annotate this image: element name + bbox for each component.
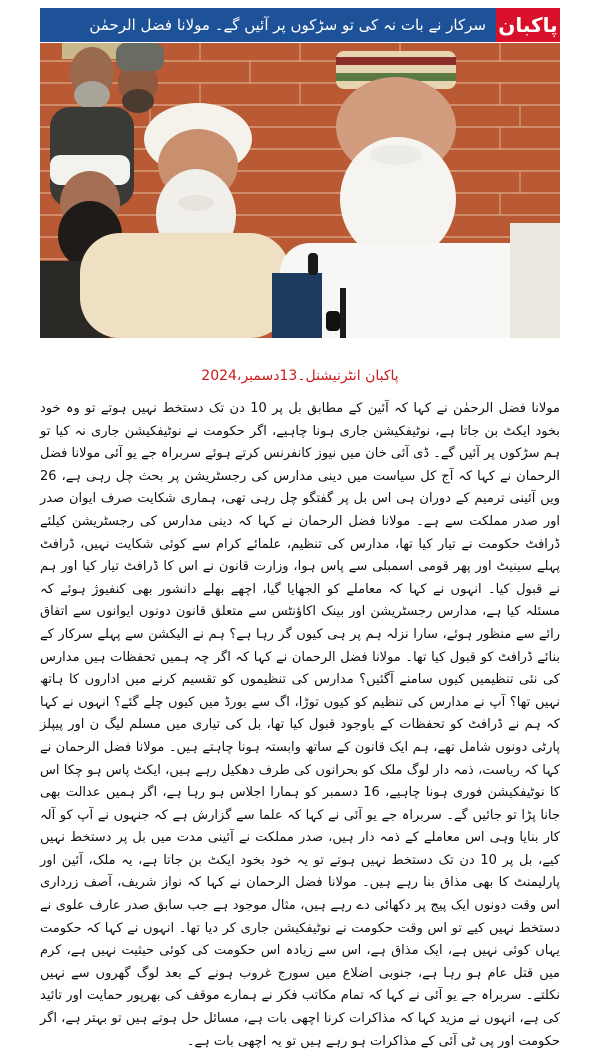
article-body: مولانا فضل الرحمٰن نے کہا کہ آئین کے مطابق بل پر 10 دن تک دستخط نہیں ہوتے تو وہ خود بخود ایکٹ بن جاتا ہے، نوٹیفکیشن جاری ہونا چاہیے، اگر حکومت نے نوٹیفکیشن جاری نہ کیا تو ہم سڑکوں پر آئیں گے۔ ڈی آئی خان میں نیوز کانفرنس کرتے ہوئے سربراہ جے یو آئی مولانا فضل الرحمان نے کہا کہ آج کل سیاست میں دینی مدارس کی رجسٹریشن پر بحث چل رہی ہے، 26 ویں آئینی ترمیم کے دوران ہی اس بل پر گفتگو چل رہی تھی، ہماری شکایت صرف ایوان صدر اور صدر مملکت سے ہے۔ مولانا فضل الرحمان نے کہا کہ دینی مدارس کی رجسٹریشن کیلئے ڈرافٹ حکومت نے تیار کیا تھا، مدارس کی تنظیم، علمائے کرام سے کوئی شکایت نہیں، ڈرافٹ پہلے سینیٹ اور پھر قومی اسمبلی سے پاس ہوا، وزارت قانون نے اس کا ڈرافٹ تیار کیا اور ہم نے قبول کیا۔ انہوں نے کہا کہ معاملے کو الجھایا گیا، اچھے بھلے دانشور بھی کنفیوژ ہوئے کہ مسئلہ کیا ہے، مدارس رجسٹریشن اور بینک اکاؤنٹس سے متعلق قانون دونوں ایوانوں سے اتفاق رائے سے منظور ہوئے، سارا نزلہ ہم پر ہی کیوں گر رہا ہے؟ ہم نے الیکشن سے پہلے سرکار کے بنائے ڈرافٹ کو قبول کیا تھا۔ مولانا فضل الرحمان نے کہا کہ اگر چہ ہمیں تحفظات ہیں مدارس کی نئی تنظیمیں کیوں سامنے آگئیں؟ مدارس کی تنظیموں کو تقسیم کرنے میں اداروں کا ہاتھ نہیں تھا؟ آپ نے مدارس کی تنظیم کو کیوں توڑا، اگ سے بورڈ میں کیوں چلے گئے؟ انہوں نے کہا کہ ہم نے ڈرافٹ کو تحفظات کے باوجود قبول کیا تھا، بل کی تیاری میں مسلم لیگ ن اور پیپلز پارٹی دونوں شامل تھے، ہم ایک قانون کے ساتھ وابستہ ہونا چاہتے ہیں۔ مولانا فضل الرحمان نے کہا کہ ریاست، ذمہ دار لوگ ملک کو بحرانوں کی طرف دھکیل رہے ہیں، ایکٹ پاس ہو چکا اس کا نوٹیفکیشن فوری ہونا چاہیے، 16 دسمبر کو ہمارا اجلاس ہو رہا ہے، اگر ہمیں عدالت بھی جانا پڑا تو جائیں گے۔ سربراہ جے یو آئی نے کہا کہ علما سے گزارش ہے کہ جنہوں نے آپ کو آلہ کار بنایا وہی اس معاملے کے ذمہ دار ہیں، صدر مملکت نے آئینی مدت میں بل پر دستخط نہیں کیے، بل پر 10 دن تک دستخط نہیں ہوتے تو یہ خود بخود ایکٹ بن جاتا ہے، یہ ملک، آئین اور پارلیمنٹ کا بھی مذاق بنا رہے ہیں۔ مولانا فضل الرحمان نے کہا کہ نواز شریف، آصف زرداری اس وقت دونوں ایک پیج پر دکھائی دے رہے ہیں، مثال موجود ہے جب سابق صدر عارف علوی نے دستخط نہیں کیے تو اس وقت حکومت نے نوٹیفکیشن جاری کر دیا تھا۔ انہوں نے کہا کہ حکومت یہاں کوئی نہیں ہے، ایک مذاق ہے، اس سے زیادہ اس حکومت کی کوئی حیثیت نہیں ہے، کرم میں قتل عام ہو رہا ہے، جنوبی اضلاع میں سورج غروب ہونے کے بعد لوگ گھروں سے نہیں نکلتے۔ سربراہ جے یو آئی نے کہا کہ تمام مکاتب فکر نے ہمارے موقف کی بھرپور حمایت اور تائید کی ہے، انہوں نے مزید کہا کہ مذاکرات کرنا اچھی بات ہے، مسائل حل ہوتے ہیں تو بہتر ہے، اگر حکومت اور پی ٹی آئی کے مذاکرات ہو رہے ہیں تو یہ اچھی بات ہے۔: [40, 401, 560, 1049]
news-photo: [40, 43, 560, 338]
headline-text: سرکار نے بات نہ کی تو سڑکوں پر آئیں گے۔ مولانا فضل الرحمٰن: [40, 8, 496, 42]
brand-logo[interactable]: پاکبان: [496, 8, 560, 42]
press-conference-photo: [40, 43, 560, 338]
headline-banner: [40, 8, 560, 42]
dateline: پاکبان انٹرنیشنل۔13دسمبر،2024: [201, 368, 399, 384]
